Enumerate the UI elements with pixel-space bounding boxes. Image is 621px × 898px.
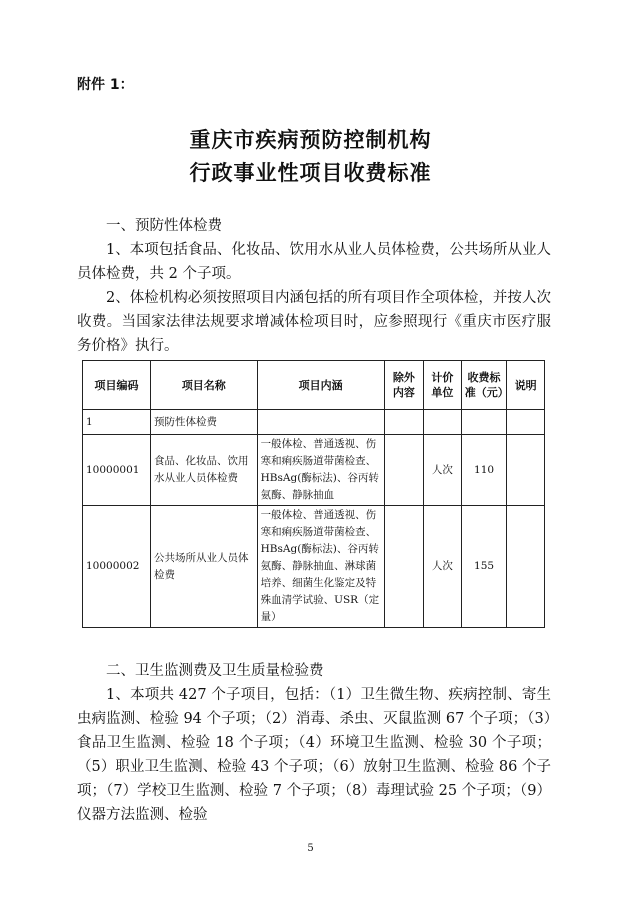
table-row: [83, 506, 545, 628]
cell-unit: 人次: [424, 506, 462, 628]
cell-name: 公共场所从业人员体检费: [151, 506, 258, 628]
cell-name: 预防性体检费: [151, 410, 258, 435]
header-price: 收费标准（元）: [461, 361, 507, 410]
cell-excluded: [384, 410, 424, 435]
header-name: 项目名称: [151, 361, 258, 410]
section2-paragraph1: 1、本项共 427 个子项目，包括：（1）卫生微生物、疾病控制、寄生虫病监测、检验 94 个子项；（2）消毒、杀虫、灭鼠监测 67 个子项；（3）食品卫生监测、检验 18 个子项；（4）环境卫生监测、检验 30 个子项；（5）职业卫生监测、检验 43 个子项；（6）放射卫生监测、检验 86 个子项；（7）学校卫生监测、检验 7 个子项；（8）毒理试验 25 个子项；（9）仪器方法监测、检验: [77, 687, 551, 823]
header-note: 说明: [507, 361, 545, 410]
cell-price: 155: [461, 506, 507, 628]
cell-code: 1: [83, 410, 151, 435]
fee-table: [82, 360, 545, 628]
section1-paragraph1: 1、本项包括食品、化妆品、饮用水从业人员体检费，公共场所从业人员体检费，共 2 个子项。: [77, 242, 551, 282]
cell-content: 一般体检、普通透视、伤寒和痢疾肠道带菌检查、HBsAg(酶标法)、谷丙转氨酶、静脉抽血: [257, 435, 384, 506]
section1-heading: 一、预防性体检费: [106, 218, 222, 234]
cell-code: 10000002: [83, 506, 151, 628]
cell-excluded: [384, 435, 424, 506]
cell-price: 110: [461, 435, 507, 506]
attachment-label: 附件 1：: [77, 77, 134, 93]
cell-price: [461, 410, 507, 435]
cell-content: 一般体检、普通透视、伤寒和痢疾肠道带菌检查、HBsAg(酶标法)、谷丙转氨酶、静脉抽血、淋球菌培养、细菌生化鉴定及特殊血清学试验、USR（定量）: [257, 506, 384, 628]
header-excluded: 除外内容: [384, 361, 424, 410]
cell-note: [507, 435, 545, 506]
table-row: [83, 410, 545, 435]
table-row: [83, 435, 545, 506]
document-title-line2: 行政事业性项目收费标准: [189, 161, 432, 185]
cell-name: 食品、化妆品、饮用水从业人员体检费: [151, 435, 258, 506]
cell-note: [507, 506, 545, 628]
table-header-row: [83, 361, 545, 410]
header-code: 项目编码: [83, 361, 151, 410]
section2-heading: 二、卫生监测费及卫生质量检验费: [106, 663, 324, 679]
header-content: 项目内涵: [257, 361, 384, 410]
cell-unit: [424, 410, 462, 435]
cell-note: [507, 410, 545, 435]
header-unit: 计价单位: [424, 361, 462, 410]
cell-content: [257, 410, 384, 435]
cell-code: 10000001: [83, 435, 151, 506]
page-number: 5: [307, 843, 314, 854]
cell-unit: 人次: [424, 435, 462, 506]
cell-excluded: [384, 506, 424, 628]
document-title-line1: 重庆市疾病预防控制机构: [189, 128, 432, 152]
section1-paragraph2: 2、体检机构必须按照项目内涵包括的所有项目作全项体检，并按人次收费。当国家法律法规要求增减体检项目时，应参照现行《重庆市医疗服务价格》执行。: [77, 290, 551, 354]
